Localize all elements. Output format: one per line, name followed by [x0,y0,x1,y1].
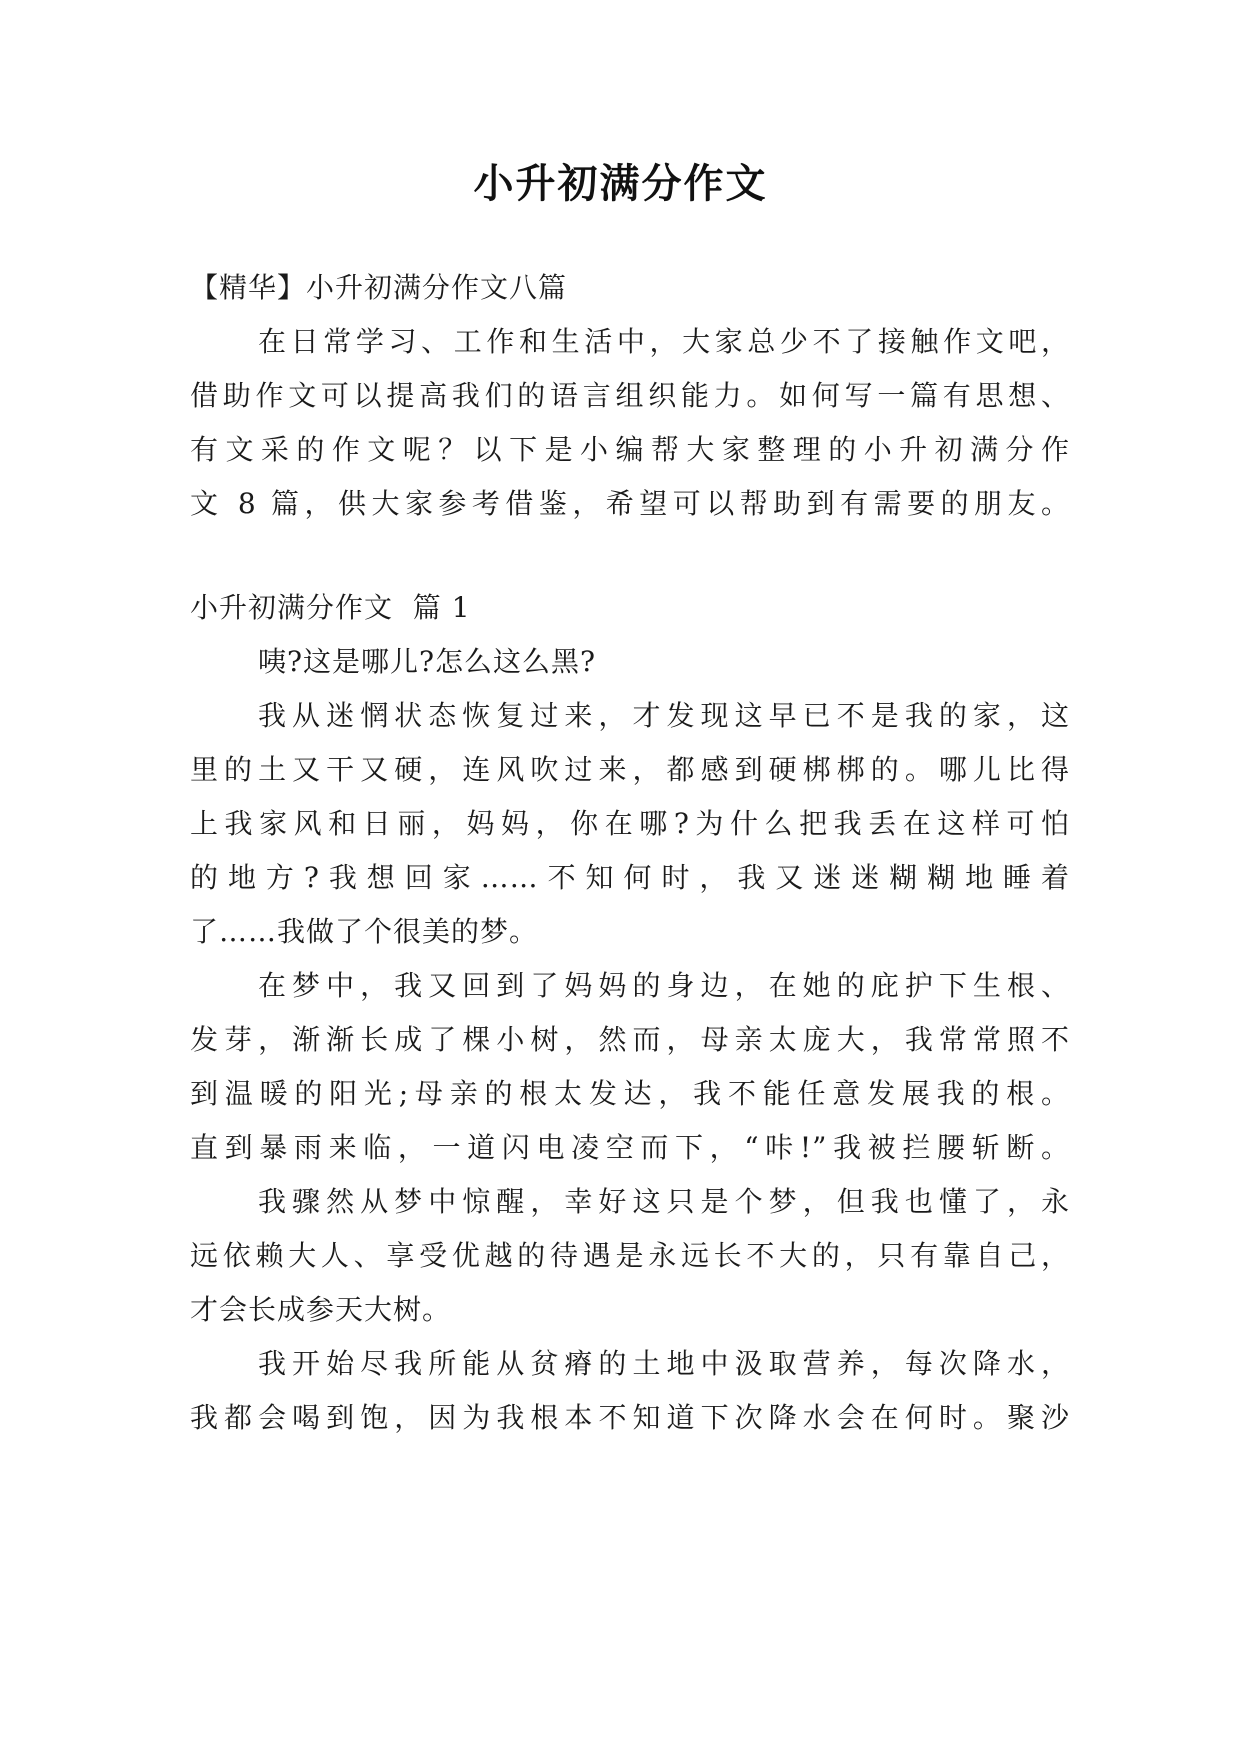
intro-line: 在日常学习、工作和生活中，大家总少不了接触作文吧， [258,325,1070,358]
paragraph-line: 咦?这是哪儿?怎么这么黑? [258,645,597,678]
paragraph-line: 上我家风和日丽，妈妈，你在哪?为什么把我丢在这样可怕 [190,807,1070,840]
paragraph-line: 才会长成参天大树。 [190,1293,452,1326]
paragraph-line: 我从迷惘状态恢复过来，才发现这早已不是我的家，这 [258,699,1070,732]
paragraph-line: 我都会喝到饱，因为我根本不知道下次降水会在何时。聚沙 [190,1401,1070,1434]
document-title: 小升初满分作文 [473,160,768,207]
intro-line: 借助作文可以提高我们的语言组织能力。如何写一篇有思想、 [190,379,1070,412]
intro-line: 文 8 篇，供大家参考借鉴，希望可以帮助到有需要的朋友。 [190,487,1070,520]
paragraph-line: 了……我做了个很美的梦。 [190,915,539,948]
intro-line: 有文采的作文呢？以下是小编帮大家整理的小升初满分作 [190,433,1070,466]
paragraph-line: 我骤然从梦中惊醒，幸好这只是个梦，但我也懂了，永 [258,1185,1070,1218]
paragraph-line: 里的土又干又硬，连风吹过来，都感到硬梆梆的。哪儿比得 [190,753,1070,786]
paragraph-line: 的地方?我想回家……不知何时，我又迷迷糊糊地睡着 [190,861,1070,894]
paragraph-line: 发芽，渐渐长成了棵小树，然而，母亲太庞大，我常常照不 [190,1023,1070,1056]
document-subtitle: 【精华】小升初满分作文八篇 [190,271,568,304]
section-heading: 小升初满分作文 篇 1 [190,591,471,624]
paragraph-line: 直到暴雨来临，一道闪电凌空而下，“咔!”我被拦腰斩断。 [190,1131,1070,1164]
paragraph-line: 到温暖的阳光;母亲的根太发达，我不能任意发展我的根。 [190,1077,1070,1110]
paragraph-line: 在梦中，我又回到了妈妈的身边，在她的庇护下生根、 [258,969,1070,1002]
paragraph-line: 远依赖大人、享受优越的待遇是永远长不大的，只有靠自己， [190,1239,1070,1272]
paragraph-line: 我开始尽我所能从贫瘠的土地中汲取营养，每次降水， [258,1347,1070,1380]
